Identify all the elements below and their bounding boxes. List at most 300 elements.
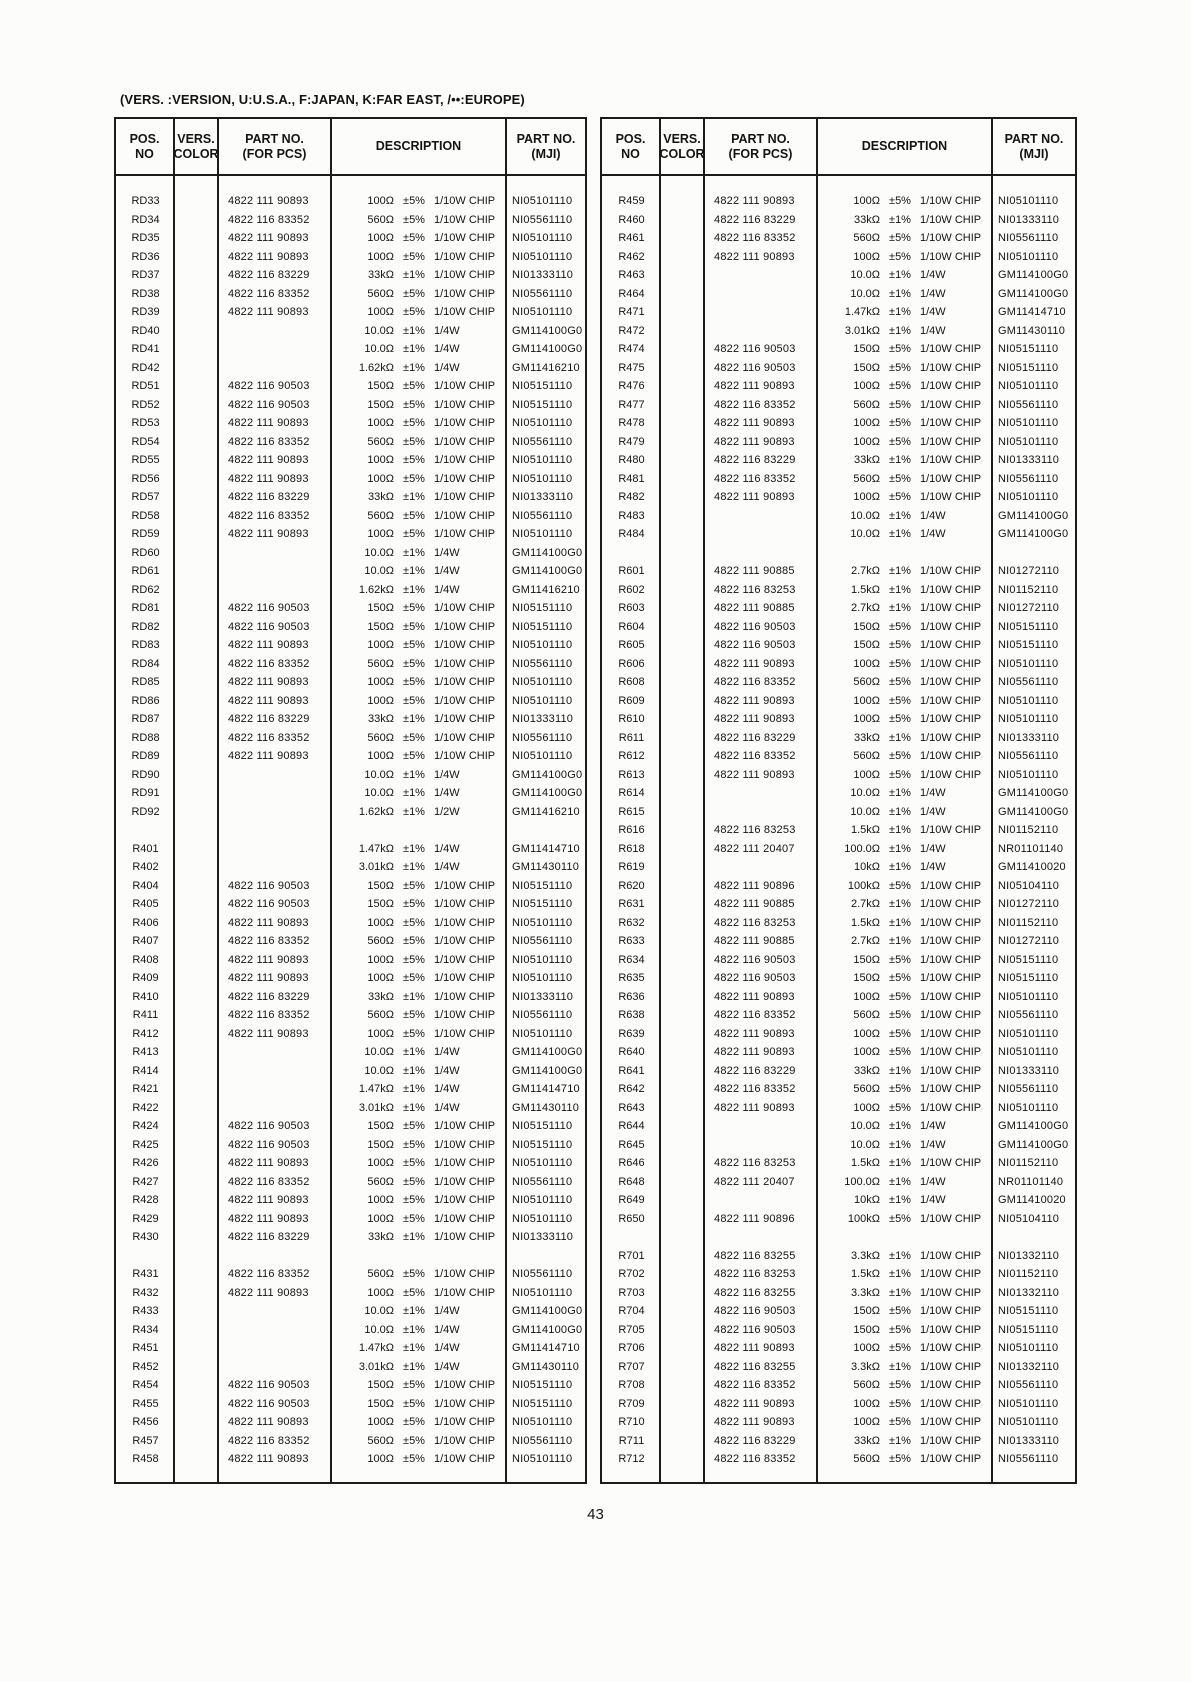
power-rating: 1/4W <box>434 1360 460 1373</box>
tolerance: ±5% <box>889 879 911 892</box>
part-no-mji-cell: NI05101110 <box>998 1397 1059 1410</box>
part-no-pcs-cell <box>219 803 332 822</box>
vers-color-cell <box>661 266 705 285</box>
vers-color-cell <box>175 655 219 674</box>
resistance-value: 10.0Ω <box>364 787 394 799</box>
resistance-value: 100Ω <box>367 639 394 651</box>
separator-row <box>602 544 1075 563</box>
vers-color-cell <box>661 1265 705 1284</box>
table-row <box>602 451 1075 470</box>
resistance-value: 100kΩ <box>847 879 880 892</box>
description-cell <box>818 470 993 489</box>
part-no-pcs-cell: 4822 116 83229 <box>714 454 796 466</box>
vers-color-cell <box>661 1302 705 1321</box>
description-cell <box>332 285 507 304</box>
description-cell <box>818 581 993 600</box>
part-no-pcs-cell: 4822 116 83255 <box>714 1286 796 1299</box>
part-no-pcs-cell: 4822 111 90885 <box>714 602 795 614</box>
part-no-mji-cell: NI05101110 <box>512 1416 573 1428</box>
part-no-pcs-cell: 4822 111 90893 <box>714 657 795 670</box>
description-cell <box>332 1450 507 1469</box>
power-rating: 1/10W CHIP <box>434 1379 496 1391</box>
part-no-mji-cell: NI05561110 <box>512 1175 573 1188</box>
pos-no-cell: R427 <box>132 1175 159 1188</box>
part-no-pcs-cell: 4822 116 90503 <box>714 972 796 984</box>
vers-color-cell <box>661 618 705 637</box>
part-no-mji-cell: NI01333110 <box>998 1064 1060 1077</box>
description-cell <box>818 211 993 230</box>
tolerance: ±1% <box>889 1138 911 1151</box>
pos-no-cell: R459 <box>618 195 645 207</box>
pos-no-cell: RD55 <box>131 454 160 466</box>
vers-color-cell <box>661 932 705 951</box>
resistance-value: 100Ω <box>367 972 394 984</box>
table-row <box>116 914 585 933</box>
part-no-mji-cell: GM114100G0 <box>512 1323 583 1336</box>
vers-color-cell <box>175 840 219 859</box>
tolerance: ±1% <box>889 861 911 873</box>
power-rating: 1/10W CHIP <box>920 1083 982 1095</box>
resistance-value: 100Ω <box>853 1101 880 1114</box>
part-no-mji-cell: GM11410020 <box>998 861 1066 873</box>
tolerance: ±1% <box>889 583 911 596</box>
table-row <box>602 1099 1075 1118</box>
tolerance: ±5% <box>403 306 425 318</box>
vers-color-cell <box>661 1136 705 1155</box>
table-row <box>116 322 585 341</box>
tolerance: ±5% <box>403 417 425 429</box>
power-rating: 1/10W CHIP <box>434 1397 496 1410</box>
power-rating: 1/10W CHIP <box>434 935 496 947</box>
vers-color-cell <box>175 340 219 359</box>
vers-color-cell <box>175 562 219 581</box>
description-cell <box>818 1302 993 1321</box>
part-no-pcs-cell <box>705 1228 818 1247</box>
table-row <box>116 1339 585 1358</box>
description-cell <box>818 377 993 396</box>
power-rating: 1/10W CHIP <box>434 953 496 966</box>
pos-no-cell: R408 <box>132 953 159 966</box>
vers-color-cell <box>175 285 219 304</box>
power-rating: 1/10W CHIP <box>920 935 982 947</box>
part-no-pcs-cell: 4822 111 90893 <box>714 250 795 263</box>
resistance-value: 10.0Ω <box>364 324 394 337</box>
part-no-pcs-cell: 4822 116 90503 <box>228 1379 310 1391</box>
resistance-value: 560Ω <box>853 472 880 485</box>
part-no-mji-cell: GM11430110 <box>998 324 1066 337</box>
tolerance: ±5% <box>403 528 425 540</box>
tolerance: ±1% <box>889 306 911 318</box>
table-row <box>602 858 1075 877</box>
power-rating: 1/4W <box>434 343 460 355</box>
table-row <box>602 803 1075 822</box>
pos-no-cell: R705 <box>618 1323 645 1336</box>
vers-color-cell <box>175 248 219 267</box>
part-no-pcs-cell <box>219 1062 332 1081</box>
pos-no-cell: R703 <box>618 1286 645 1299</box>
description-cell <box>332 840 507 859</box>
power-rating: 1/10W CHIP <box>920 380 982 392</box>
part-no-mji-cell: NI05151110 <box>998 1305 1059 1317</box>
resistance-value: 3.3kΩ <box>850 1286 880 1299</box>
part-no-pcs-cell: 4822 116 83352 <box>228 1268 310 1280</box>
power-rating: 1/4W <box>920 528 946 540</box>
part-no-mji-cell: GM11414710 <box>998 306 1066 318</box>
power-rating: 1/10W CHIP <box>434 213 496 226</box>
table-row <box>116 1228 585 1247</box>
pos-no-cell: RD59 <box>131 528 160 540</box>
vers-color-cell <box>175 895 219 914</box>
part-no-pcs-cell: 4822 116 83229 <box>714 731 796 744</box>
part-no-pcs-cell <box>705 525 818 544</box>
part-no-mji-cell: NI05101110 <box>998 435 1059 448</box>
vers-color-cell <box>175 1210 219 1229</box>
table-body <box>116 176 585 1482</box>
table-row <box>116 599 585 618</box>
pos-no-cell: R638 <box>618 1009 645 1021</box>
resistance-value: 100Ω <box>367 1453 394 1465</box>
part-no-pcs-cell: 4822 111 90893 <box>228 472 309 485</box>
description-cell <box>818 988 993 1007</box>
resistance-value: 1.62kΩ <box>358 583 394 596</box>
vers-color-cell <box>661 285 705 304</box>
part-no-mji-cell: NI05101110 <box>998 380 1059 392</box>
part-no-pcs-cell: 4822 116 83229 <box>228 1231 310 1243</box>
table-row <box>602 1358 1075 1377</box>
part-no-mji-cell: GM114100G0 <box>512 565 583 577</box>
vers-color-cell <box>661 1228 705 1247</box>
tolerance: ±5% <box>403 898 425 910</box>
vers-color-cell <box>175 303 219 322</box>
power-rating: 1/10W CHIP <box>920 250 982 263</box>
resistance-value: 2.7kΩ <box>850 898 880 910</box>
vers-color-cell <box>175 747 219 766</box>
description-cell <box>332 1413 507 1432</box>
table-row <box>116 248 585 267</box>
resistance-value: 100Ω <box>853 380 880 392</box>
resistance-value: 150Ω <box>367 1120 394 1132</box>
pos-no-cell: R632 <box>618 916 645 929</box>
tolerance: ±1% <box>889 842 911 855</box>
part-no-pcs-cell <box>705 784 818 803</box>
part-no-pcs-cell: 4822 116 83352 <box>228 657 310 670</box>
part-no-pcs-cell: 4822 116 83352 <box>228 213 310 226</box>
description-cell <box>332 359 507 378</box>
pos-no-cell: RD35 <box>131 232 160 244</box>
resistance-value: 150Ω <box>853 972 880 984</box>
resistance-value: 100Ω <box>853 250 880 263</box>
part-no-mji-cell: NI05101110 <box>998 1027 1059 1040</box>
description-cell <box>332 1006 507 1025</box>
column-header-part-no-mji: PART NO. (MJI) <box>1004 131 1064 161</box>
resistance-value: 10.0Ω <box>850 805 880 818</box>
pos-no-cell: R645 <box>618 1138 645 1151</box>
table-row <box>116 1284 585 1303</box>
description-cell <box>818 1154 993 1173</box>
part-no-mji-cell: GM114100G0 <box>512 1046 583 1058</box>
part-no-mji-cell: NI05101110 <box>512 916 573 929</box>
description-cell <box>332 821 507 840</box>
part-no-mji-cell: NI05151110 <box>998 620 1059 633</box>
table-row <box>602 414 1075 433</box>
part-no-mji-cell: NI05101110 <box>998 250 1059 263</box>
vers-color-cell <box>661 1173 705 1192</box>
tolerance: ±1% <box>403 546 425 559</box>
vers-color-cell <box>661 673 705 692</box>
description-cell <box>818 1210 993 1229</box>
power-rating: 1/10W CHIP <box>434 398 496 411</box>
tolerance: ±5% <box>403 953 425 966</box>
power-rating: 1/10W CHIP <box>434 657 496 670</box>
part-no-pcs-cell <box>219 1321 332 1340</box>
pos-no-cell: RD85 <box>131 676 160 688</box>
vers-color-cell <box>661 359 705 378</box>
table-header-row <box>602 119 1075 176</box>
resistance-value: 560Ω <box>367 509 394 522</box>
part-no-mji-cell: GM114100G0 <box>998 787 1069 799</box>
tolerance: ±5% <box>403 694 425 707</box>
power-rating: 1/2W <box>434 805 460 818</box>
pos-no-cell: R706 <box>618 1342 645 1354</box>
table-row <box>602 340 1075 359</box>
column-header-pos-no: POS. NO <box>116 119 175 174</box>
part-no-mji-cell: NI05101110 <box>512 1027 573 1040</box>
part-no-mji-cell: NI05561110 <box>998 676 1059 688</box>
power-rating: 1/4W <box>434 768 460 781</box>
resistance-value: 560Ω <box>853 750 880 762</box>
resistance-value: 560Ω <box>367 935 394 947</box>
part-no-mji-cell: NI05101110 <box>512 1157 573 1169</box>
table-row <box>602 1191 1075 1210</box>
tolerance: ±1% <box>889 805 911 818</box>
column-header-part-no-pcs: PART NO. (FOR PCS) <box>219 119 332 174</box>
tolerance: ±5% <box>403 1009 425 1021</box>
part-no-pcs-cell: 4822 111 90893 <box>714 1416 795 1428</box>
tolerance: ±5% <box>403 1286 425 1299</box>
part-no-mji-cell: GM11430110 <box>512 1360 580 1373</box>
pos-no-cell <box>116 821 175 840</box>
part-no-mji-cell: NI05101110 <box>998 657 1059 670</box>
vers-color-cell <box>175 433 219 452</box>
description-cell <box>818 951 993 970</box>
resistance-value: 560Ω <box>367 657 394 670</box>
part-no-pcs-cell: 4822 116 83352 <box>714 750 796 762</box>
vers-color-cell <box>661 840 705 859</box>
power-rating: 1/10W CHIP <box>920 768 982 781</box>
part-no-mji-cell: NI05101110 <box>512 639 573 651</box>
power-rating: 1/10W CHIP <box>434 1212 496 1225</box>
vers-color-cell <box>175 1062 219 1081</box>
parts-table-left <box>114 117 587 1484</box>
pos-no-cell: RD90 <box>131 768 160 781</box>
resistance-value: 150Ω <box>853 953 880 966</box>
pos-no-cell: R636 <box>618 990 645 1003</box>
description-cell <box>332 1247 507 1266</box>
part-no-mji-cell: NI05561110 <box>998 1083 1059 1095</box>
part-no-pcs-cell: 4822 111 90893 <box>228 676 309 688</box>
tolerance: ±5% <box>403 435 425 448</box>
power-rating: 1/10W CHIP <box>434 620 496 633</box>
part-no-pcs-cell <box>219 821 332 840</box>
resistance-value: 150Ω <box>853 361 880 374</box>
power-rating: 1/10W CHIP <box>434 269 496 281</box>
part-no-pcs-cell: 4822 116 83352 <box>228 731 310 744</box>
resistance-value: 2.7kΩ <box>850 935 880 947</box>
tolerance: ±5% <box>403 1212 425 1225</box>
pos-no-cell: R457 <box>132 1434 159 1447</box>
part-no-mji-cell: NI05104110 <box>998 1212 1060 1225</box>
part-no-pcs-cell: 4822 111 90893 <box>228 306 309 318</box>
resistance-value: 10kΩ <box>854 861 880 873</box>
description-cell <box>332 303 507 322</box>
pos-no-cell: R603 <box>618 602 645 614</box>
tolerance: ±1% <box>889 731 911 744</box>
table-row <box>602 1432 1075 1451</box>
pos-no-cell: R413 <box>132 1046 159 1058</box>
part-no-mji-cell: NI05101110 <box>512 250 573 263</box>
power-rating: 1/10W CHIP <box>920 491 982 503</box>
tolerance: ±5% <box>889 380 911 392</box>
description-cell <box>818 692 993 711</box>
table-row <box>116 377 585 396</box>
part-no-pcs-cell: 4822 116 83229 <box>714 1064 796 1077</box>
power-rating: 1/4W <box>434 1046 460 1058</box>
description-cell <box>818 1099 993 1118</box>
vers-color-cell <box>661 1043 705 1062</box>
table-row <box>116 729 585 748</box>
tolerance: ±5% <box>889 972 911 984</box>
resistance-value: 560Ω <box>367 435 394 448</box>
part-no-pcs-cell <box>219 359 332 378</box>
power-rating: 1/4W <box>920 861 946 873</box>
tolerance: ±1% <box>403 583 425 596</box>
pos-no-cell: R425 <box>132 1138 159 1151</box>
description-cell <box>332 895 507 914</box>
tolerance: ±5% <box>889 1212 911 1225</box>
power-rating: 1/10W CHIP <box>434 1157 496 1169</box>
part-no-mji-cell: NI05151110 <box>998 1323 1059 1336</box>
table-row <box>602 1062 1075 1081</box>
description-cell <box>332 396 507 415</box>
part-no-pcs-cell: 4822 111 90893 <box>228 972 309 984</box>
resistance-value: 100Ω <box>367 1416 394 1428</box>
description-cell <box>332 1099 507 1118</box>
part-no-pcs-cell <box>219 840 332 859</box>
vers-color-cell <box>661 969 705 988</box>
vers-color-cell <box>175 766 219 785</box>
table-row <box>116 858 585 877</box>
pos-no-cell: RD86 <box>131 694 160 707</box>
pos-no-cell: RD34 <box>131 213 160 226</box>
vers-color-cell <box>175 581 219 600</box>
description-cell <box>332 858 507 877</box>
power-rating: 1/10W CHIP <box>920 1064 982 1077</box>
power-rating: 1/10W CHIP <box>920 1027 982 1040</box>
vers-color-cell <box>175 1154 219 1173</box>
vers-color-cell <box>175 1302 219 1321</box>
description-cell <box>332 784 507 803</box>
tolerance: ±5% <box>889 1323 911 1336</box>
resistance-value: 100Ω <box>853 417 880 429</box>
pos-no-cell: RD36 <box>131 250 160 263</box>
table-row <box>116 877 585 896</box>
description-cell <box>332 914 507 933</box>
table-row <box>116 562 585 581</box>
power-rating: 1/10W CHIP <box>920 1360 982 1373</box>
description-cell <box>818 821 993 840</box>
power-rating: 1/10W CHIP <box>920 1268 982 1280</box>
part-no-pcs-cell: 4822 111 90893 <box>714 713 795 725</box>
pos-no-cell: R406 <box>132 916 159 929</box>
pos-no-cell: R405 <box>132 898 159 910</box>
part-no-pcs-cell: 4822 116 83255 <box>714 1360 796 1373</box>
part-no-pcs-cell <box>219 1339 332 1358</box>
part-no-pcs-cell <box>219 1302 332 1321</box>
resistance-value: 560Ω <box>367 1175 394 1188</box>
part-no-pcs-cell <box>219 581 332 600</box>
description-cell <box>332 692 507 711</box>
vers-color-cell <box>175 192 219 211</box>
vers-color-cell <box>661 821 705 840</box>
vers-color-cell <box>175 1339 219 1358</box>
resistance-value: 33kΩ <box>854 731 880 744</box>
part-no-mji-cell: NI05101110 <box>998 491 1059 503</box>
part-no-mji-cell: NI05101110 <box>512 306 573 318</box>
table-row <box>602 581 1075 600</box>
power-rating: 1/10W CHIP <box>920 343 982 355</box>
vers-color-cell <box>661 1284 705 1303</box>
table-row <box>602 192 1075 211</box>
vers-color-cell <box>661 1376 705 1395</box>
vers-color-cell <box>661 1006 705 1025</box>
table-row <box>116 1099 585 1118</box>
power-rating: 1/10W CHIP <box>920 1009 982 1021</box>
pos-no-cell: R650 <box>618 1212 645 1225</box>
part-no-pcs-cell: 4822 116 90503 <box>714 620 796 633</box>
description-cell <box>818 599 993 618</box>
pos-no-cell: R601 <box>618 565 645 577</box>
vers-color-cell <box>175 1247 219 1266</box>
resistance-value: 100Ω <box>853 491 880 503</box>
part-no-mji-cell: NI05101110 <box>998 1342 1059 1354</box>
resistance-value: 33kΩ <box>368 990 394 1003</box>
description-cell <box>332 1025 507 1044</box>
part-no-pcs-cell <box>219 340 332 359</box>
vers-color-cell <box>175 1376 219 1395</box>
part-no-mji-cell: NI05561110 <box>512 287 573 300</box>
description-cell <box>332 1154 507 1173</box>
part-no-mji-cell: NI05101110 <box>998 990 1059 1003</box>
part-no-pcs-cell: 4822 111 90893 <box>228 454 309 466</box>
part-no-pcs-cell: 4822 116 83352 <box>714 1379 796 1391</box>
vers-color-cell <box>175 1043 219 1062</box>
table-row <box>602 1339 1075 1358</box>
description-cell <box>818 1432 993 1451</box>
vers-color-cell <box>175 988 219 1007</box>
description-cell <box>818 1265 993 1284</box>
tolerance: ±5% <box>889 417 911 429</box>
power-rating: 1/4W <box>920 1194 946 1206</box>
table-row <box>116 1321 585 1340</box>
vers-color-cell <box>175 1450 219 1469</box>
pos-no-cell: R704 <box>618 1305 645 1317</box>
power-rating: 1/10W CHIP <box>920 694 982 707</box>
table-row <box>116 266 585 285</box>
resistance-value: 2.7kΩ <box>850 602 880 614</box>
description-cell <box>332 877 507 896</box>
tolerance: ±5% <box>889 343 911 355</box>
pos-no-cell: R402 <box>132 861 159 873</box>
